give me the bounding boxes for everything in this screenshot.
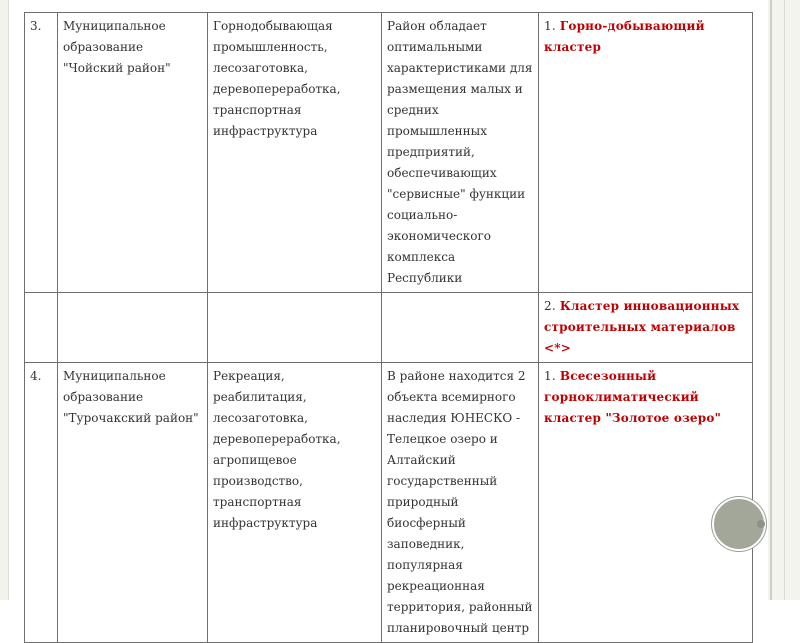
empty-cell [208,293,382,363]
municipality-cell [58,363,208,643]
slide-frame-line-thin [784,0,785,600]
characteristics-text: Район обладает оптимальными характеристиками для размещения малых и средних промышленных предприятий, обеспечивающих "сервисные" функции социально-экономического комплекса Республики [387,19,533,285]
industries-text: Горнодобывающая промышленность, лесозаготовка, деревопереработка, транспортная инфраструктура [213,19,341,138]
characteristics-cell [382,13,539,293]
empty-cell [58,293,208,363]
row-number-cell [25,13,58,293]
empty-cell [25,293,58,363]
cluster-number: 2. [544,299,556,313]
characteristics-cell [382,363,539,643]
characteristics-text: В районе находится 2 объекта всемирного наследия ЮНЕСКО - Телецкое озеро и Алтайский государственный природный биосферный заповедник, популярная рекреационная территория, районный планировочный центр [387,369,533,635]
industries-cell [208,363,382,643]
row-number: 3. [30,19,42,33]
municipality-name: Муниципальное образование "Турочакский район" [63,369,199,425]
slide-frame-left [0,0,9,600]
industries-cell [208,13,382,293]
empty-cell [382,293,539,363]
cluster-number: 1. [544,19,556,33]
cluster-cell [539,13,753,293]
cluster-number: 1. [544,369,556,383]
clusters-table [24,12,753,643]
cluster-name: Кластер инновационных строительных материалов <*> [544,299,740,355]
slide-frame-line [770,0,772,600]
row-number: 4. [30,369,42,383]
table-row [25,13,753,293]
table-row [25,363,753,643]
municipality-cell [58,13,208,293]
industries-text: Рекреация, реабилитация, лесозаготовка, деревопереработка, агропищевое производство, транспортная инфраструктура [213,369,341,530]
cluster-cell [539,293,753,363]
municipality-name: Муниципальное образование "Чойский район" [63,19,171,75]
cluster-name: Горно-добывающий кластер [544,19,705,54]
cluster-name: Всесезонный горноклиматический кластер "Золотое озеро" [544,369,722,425]
row-number-cell [25,363,58,643]
table-row [25,293,753,363]
cluster-cell [539,363,753,643]
decorative-dot [757,520,765,528]
